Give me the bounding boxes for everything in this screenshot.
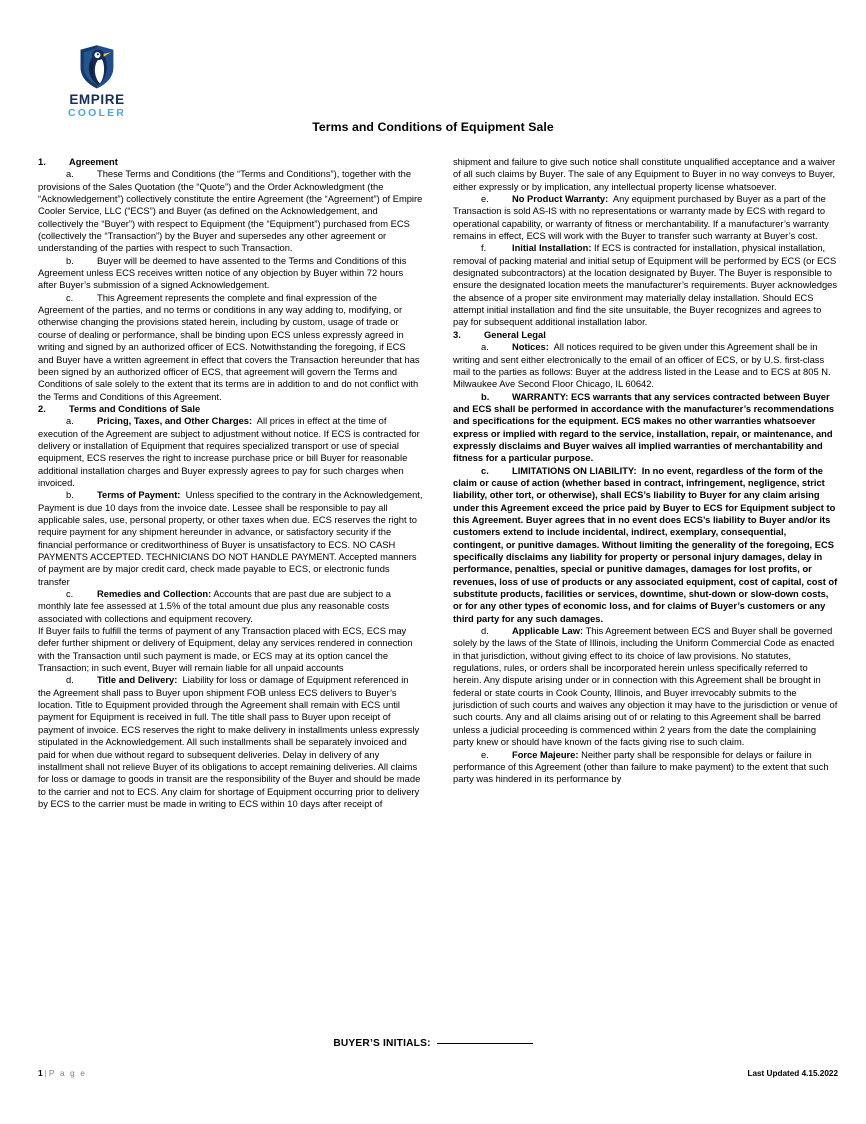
clause-1a [38, 168, 423, 254]
clause-2a [38, 415, 423, 489]
section-3-number: 3. [453, 329, 461, 340]
clause-2e-runhead: No Product Warranty: [512, 194, 609, 205]
clause-3b [453, 391, 838, 465]
clause-2f-text: If ECS is contracted for installation, physical installation, removal of packing material and initial setup of Equipment will be performed by ECS (or ECS designated subcontractors) at the location designated by Buyer. The Buyer is responsible to ensure the designated location meets the manufacturer’s requirements. Buyer acknowledges the absence of a proper site environment may materially delay installation. Should ECS attempt initial installation and find the site unsuitable, the Buyer recognizes and agrees to pay for subsequent additional installation labor. [453, 243, 838, 328]
clause-3d-text: This Agreement between ECS and Buyer shall be governed solely by the laws of the State of Illinois, including the Uniform Commercial Code as enacted in that jurisdiction, without giving effect to its choice of law provisions. No statutes, regulations, rules, or orders shall be incorporated herein unless specifically referred to herein. Any dispute arising under or in connection with this Agreement shall be brought in federal or state courts in Cook County, Illinois, and Buyer irrevocably submits to the jurisdiction of such courts and waives any objection it may have to the jurisdiction or venue of such courts. Any and all claims arising out of or relating to this Agreement shall be barred unless a judicial proceeding is commenced within 2 years from the date the complaining party knew or should have known of the facts giving rise to such claim. [453, 626, 838, 748]
page-label: P a g e [48, 1068, 87, 1078]
clause-3b-runhead: WARRANTY: [512, 391, 569, 402]
page-number-block [38, 1068, 86, 1078]
page-number: 1 [38, 1068, 43, 1078]
logo-text-cooler: COOLER [67, 107, 127, 120]
clause-2e [453, 193, 838, 242]
clause-3d-runhead: Applicable Law: [512, 626, 584, 637]
clause-3e [453, 749, 838, 786]
section-1-number: 1. [38, 157, 46, 167]
clause-3a-letter: a. [481, 342, 489, 353]
clause-2c-continued: If Buyer fails to fulfill the terms of payment of any Transaction placed with ECS, ECS may defer further shipment or delivery of Equipment, delay any services rendered in connection with the Transaction until such payment is made, or ECS may at its option cancel the Transaction; in such event, Buyer will remain liable for all unpaid accounts [38, 626, 413, 674]
section-3-heading [453, 329, 838, 341]
section-2-title: Terms and Conditions of Sale [69, 403, 201, 414]
clause-2c-runhead: Remedies and Collection: [97, 589, 212, 600]
clause-1a-text: These Terms and Conditions (the “Terms and Conditions”), together with the provisions of the Sales Quotation (the “Quote”) and the Order Acknowledgment (the “Acknowledgement”) collectively constitute the entire Agreement (the “Agreement”) of Empire Cooler Service, LLC (“ECS”) and Buyer (as defined on the Acknowledgement, and collectively the “Buyer”) with respect to Equipment (the “Equipment”) purchased from ECS (collectively the “Transaction”) by the Buyer and supersedes any other agreement or understanding of the parties with respect to such Transaction. [38, 169, 423, 254]
clause-2f-letter: f. [481, 243, 487, 254]
clause-2a-text: All prices in effect at the time of execution of the Agreement are subject to adjustment without notice. If ECS is contracted for delivery or installation of Equipment that requires specialized transport or use of special equipment, ECS reserves the right to increase purchase price or bill Buyer for reasonable additional installation charges and Buyer expressly agrees to pay for such charges when invoiced. [38, 416, 420, 488]
page-separator: | [44, 1068, 47, 1078]
clause-3a [453, 341, 838, 390]
document-header [0, 0, 866, 150]
clause-2e-letter: e. [481, 194, 489, 205]
section-1-title: Agreement [69, 157, 118, 167]
section-2-number: 2. [38, 403, 46, 414]
clause-2e-text: Any equipment purchased by Buyer as a part of the Transaction is sold AS-IS with no representations or warranty made by ECS with regard to operational capability, or warranty of fitness or merchantability. If a manufacturer’s warranty remains in effect, ECS will work with the Buyer to transfer such warranty at Buyer’s cost. [453, 194, 829, 242]
empire-cooler-logo [57, 44, 137, 119]
clause-3d [453, 625, 838, 748]
clause-3c-text: In no event, regardless of the form of the claim or cause of action (whether based in contract, infringement, negligence, strict liability, other tort, or otherwise), shall ECS’s liability to Buyer for any claim arising under this Agreement exceed the price paid by Buyer to ECS for Equipment subject to this Agreement. Buyer agrees that in no event does ECS’s liability to Buyer and/or its customers extend to include incidental, indirect, exemplary, consequential, contingent, or punitive damages. Without limiting the generality of the foregoing, ECS specifically disclaims any liability for property or personal injury damages, delay in performance, penalties, special or punitive damages, damages for lost profits, or revenues, loss of use of products or any associated equipment, cost of capital, cost of substitute products, facilities or services, downtime, shut-down or slow-down costs, or for any other types of economic loss, and for claims of Buyer’s customers or any third party for any such damages. [453, 465, 838, 624]
clause-2b [38, 489, 423, 588]
clause-2d-carryover: shipment and failure to give such notice shall constitute unqualified acceptance and a waiver of all such claims by Buyer. The sale of any Equipment to Buyer in no way conveys to Buyer, either expressly or by implication, any intellectual property license whatsoever. [453, 157, 836, 192]
page-title: Terms and Conditions of Equipment Sale [312, 120, 554, 134]
clause-3b-text: ECS warrants that any services contracted between Buyer and ECS shall be performed in accordance with the manufacturer’s recommendations and specifications for the equipment. ECS makes no other warranties whatsoever express or implied with regard to the service, installation, repair, or maintenance, and expressly disclaims and Buyer waives all implied warranties of merchantability and fitness for a particular purpose. [453, 391, 835, 464]
document-footer [38, 1068, 838, 1078]
clause-3e-letter: e. [481, 749, 489, 760]
column-right [453, 156, 838, 1028]
clause-2f-runhead: Initial Installation: [512, 243, 592, 254]
clause-1c [38, 292, 423, 403]
clause-2d [38, 674, 423, 810]
clause-2c-letter: c. [66, 589, 74, 600]
clause-2b-text: Unless specified to the contrary in the Acknowledgement, Payment is due 10 days from the invoice date. Lessee shall be responsible to pay all applicable sales, use, personal property, or other taxes when due. ECS reserves the right to require payment for any shipment hereunder in advance, or satisfactory security if the financial performance or creditworthiness of Buyer is unsatisfactory to ECS. NO CASH PAYMENTS ACCEPTED. TECHNICIANS DO NOT HANDLE PAYMENT. Accepted manners of payment are by major credit card, check made payable to ECS, or electronic funds transfer [38, 490, 423, 587]
clause-2b-runhead: Terms of Payment: [97, 490, 181, 501]
clause-3e-runhead: Force Majeure: [512, 749, 579, 760]
clause-1c-letter: c. [66, 292, 74, 303]
clause-3b-letter: b. [481, 391, 490, 402]
clause-2f [453, 242, 838, 328]
buyer-initials-label: BUYER’S INITIALS: [333, 1038, 431, 1049]
clause-2a-runhead: Pricing, Taxes, and Other Charges: [97, 416, 253, 427]
clause-2d-runhead: Title and Delivery: [97, 675, 178, 686]
buyer-initials-row [0, 1038, 866, 1049]
clause-1b [38, 255, 423, 292]
section-3-title: General Legal [484, 329, 546, 340]
clause-2b-letter: b. [66, 490, 74, 501]
clause-2d-letter: d. [66, 675, 74, 686]
last-updated-label: Last Updated 4.15.2022 [747, 1069, 838, 1078]
section-1-heading [38, 156, 423, 168]
buyer-initials-field[interactable] [437, 1043, 533, 1044]
clause-3e-text: Neither party shall be responsible for delays or failure in performance of this Agreement (other than failure to make payment) to the extent that such party was hindered in its performance by [453, 749, 829, 785]
penguin-shield-icon [76, 44, 118, 90]
clause-1b-letter: b. [66, 255, 74, 266]
clause-2c-text: Accounts that are past due are subject to a monthly late fee assessed at 1.5% of the total amount due plus any reasonable costs associated with collections and equipment recovery. [38, 589, 391, 624]
clause-1c-text: This Agreement represents the complete and final expression of the Agreement of the parties, and no terms or conditions in any way adding to, modifying, or otherwise changing the provisions stated herein, including by custom, usage of trade or course of dealing or performance, shall be binding upon ECS unless expressly agreed in writing and signed by an authorized officer of ECS. Notwithstanding the foregoing, if ECS and Buyer have a written agreement in effect that covers the Transaction hereunder that has been signed by an authorized officer of ECS, that agreement will govern the Terms and Conditions of sale solely to the extent that its terms are in addition to and do not conflict with the Terms and Conditions of this Agreement. [38, 292, 420, 402]
clause-3d-letter: d. [481, 626, 489, 637]
clause-3a-text: All notices required to be given under this Agreement shall be in writing and sent either electronically to the email of an officer of ECS, or by U.S. first-class mail to the parties as follows: Buyer at the address listed in the Lease and to ECS at 805 N. Milwaukee Ave Second Floor Chicago, IL 60642. [453, 342, 831, 390]
column-left [38, 156, 423, 1028]
clause-3c [453, 465, 838, 625]
section-2-heading [38, 403, 423, 415]
clause-2d-text: Liability for loss or damage of Equipment referenced in the Agreement shall pass to Buyer upon shipment FOB unless ECS delivers to Buyer’s location. Title to Equipment provided through the Agreement shall remain with ECS until payment for Equipment is received in full. The title shall pass to Buyer upon receipt of payment of invoice. ECS reserves the right to make delivery in installments unless expressly stipulated in the Acknowledgement. All such installments shall be separately invoiced and paid for when due without regard to subsequent deliveries. Delay in delivery of any installment shall not relieve Buyer of its obligations to accept remaining deliveries. All claims for loss or damage to goods in transit are the responsibility of the Buyer and should be made to the carrier and not to ECS. Any claim for shortage of Equipment occurring prior to delivery by ECS to the carrier must be made in writing to ECS within 10 days after receipt of [38, 675, 421, 809]
logo-text-empire: EMPIRE [69, 92, 125, 107]
clause-2a-letter: a. [66, 416, 74, 427]
clause-3a-runhead: Notices: [512, 342, 549, 353]
clause-3c-letter: c. [481, 465, 489, 476]
clause-3c-runhead: LIMITATIONS ON LIABILITY: [512, 465, 637, 476]
clause-1b-text: Buyer will be deemed to have assented to the Terms and Conditions of this Agreement unless ECS receives written notice of any objection by Buyer within 72 hours after Buyer’s submission of a signed Acknowledgement. [38, 255, 407, 291]
clause-2c [38, 588, 423, 625]
clause-1a-letter: a. [66, 169, 74, 180]
document-body [38, 156, 838, 1028]
